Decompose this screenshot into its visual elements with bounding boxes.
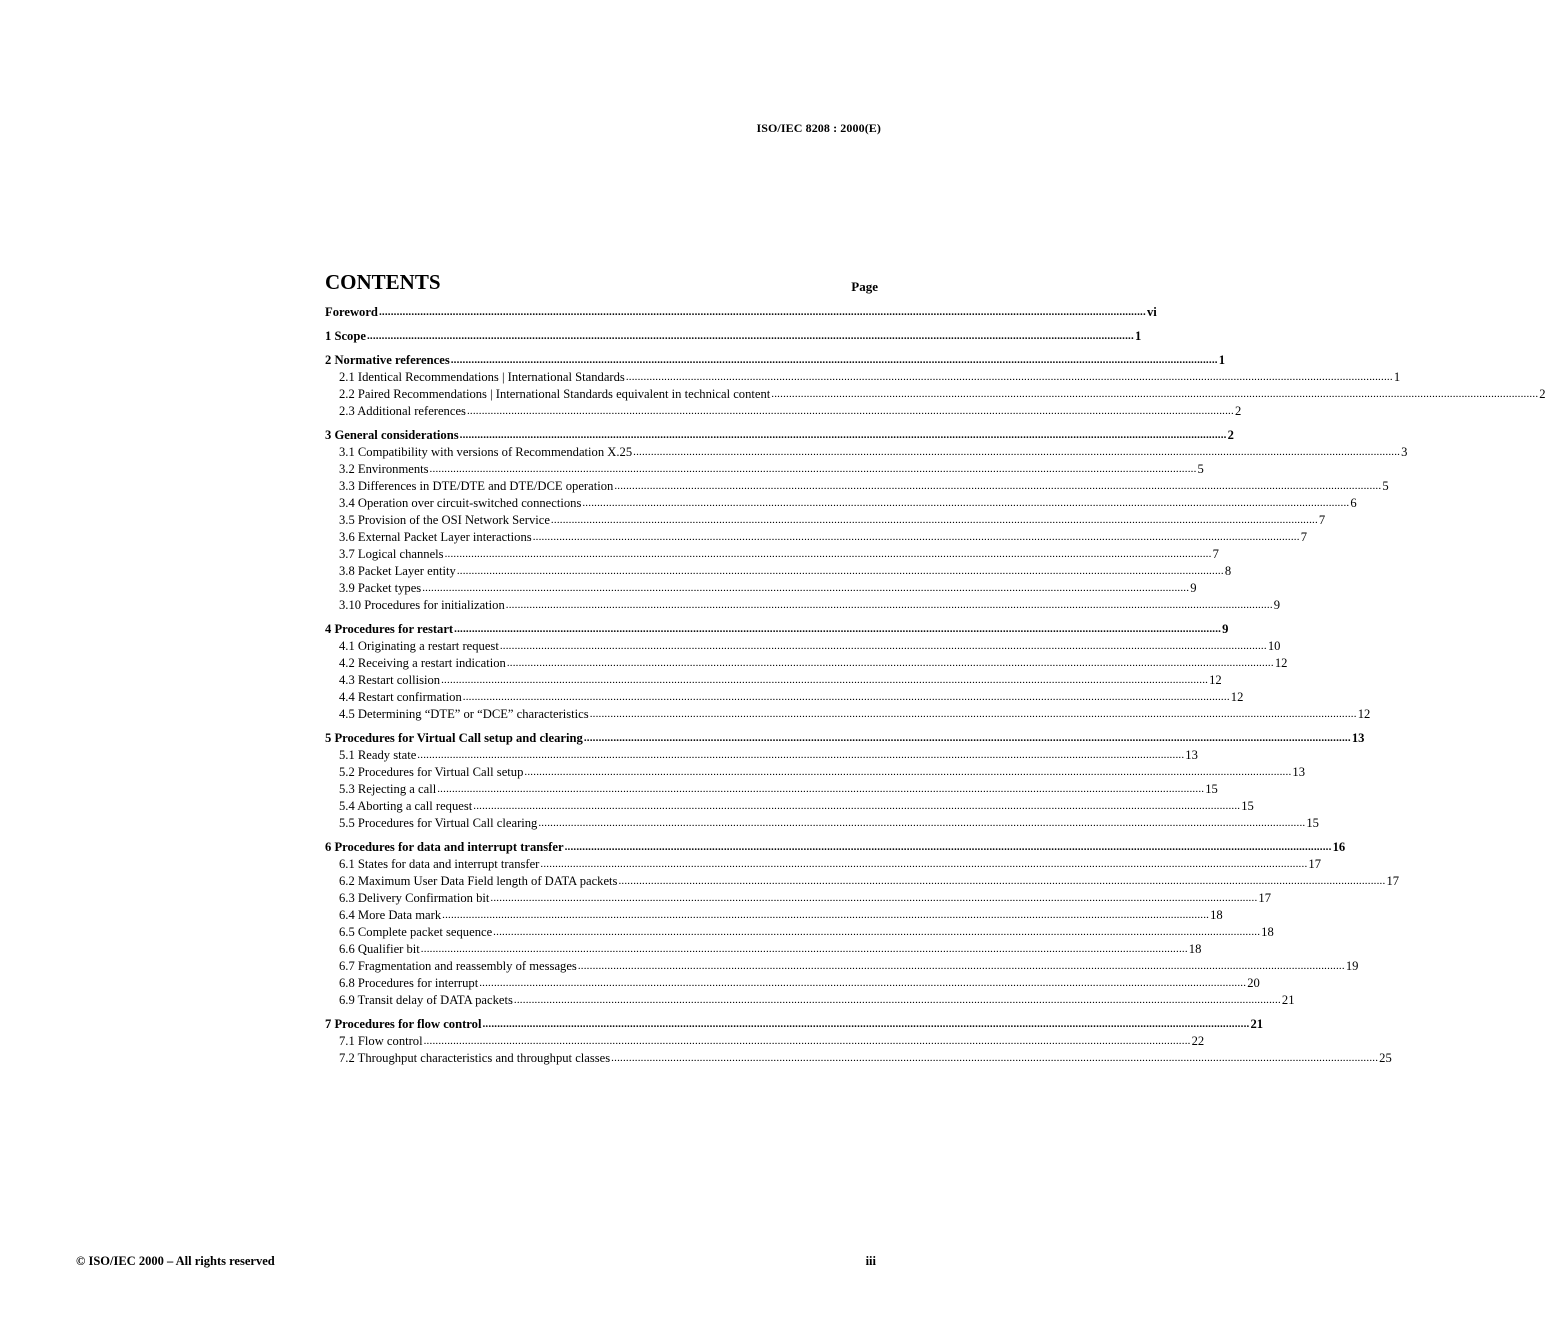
- toc-section-entry[interactable]: [325, 839, 1346, 856]
- toc-entry-title: 5.5 Procedures for Virtual Call clearing: [339, 816, 538, 830]
- toc-entry-title: 5.1 Ready state: [339, 748, 417, 762]
- dot-leader: ....................................................................................................................................................................................................................................................................: [577, 960, 1345, 972]
- toc-entry-title: 1 Scope: [325, 329, 366, 343]
- toc-subsection-entry[interactable]: [325, 907, 1223, 924]
- toc-entry-title: 6.9 Transit delay of DATA packets: [339, 993, 513, 1007]
- toc-section-entry[interactable]: [325, 1016, 1264, 1033]
- toc-section-entry[interactable]: [325, 304, 1157, 321]
- dot-leader: ....................................................................................................................................................................................................................................................................: [423, 1035, 1191, 1047]
- dot-leader: ....................................................................................................................................................................................................................................................................: [771, 388, 1539, 400]
- dot-leader: ....................................................................................................................................................................................................................................................................: [454, 623, 1222, 635]
- toc-entry-title: 6.3 Delivery Confirmation bit: [339, 891, 490, 905]
- dot-leader: ....................................................................................................................................................................................................................................................................: [366, 330, 1134, 342]
- toc-subsection-entry[interactable]: [325, 798, 1254, 815]
- toc-entry-title: 4.1 Originating a restart request: [339, 639, 499, 653]
- toc-entry-page: 10: [1267, 639, 1281, 653]
- toc-entry-page: 12: [1230, 690, 1244, 704]
- toc-entry-title: 4 Procedures for restart: [325, 622, 454, 636]
- toc-entry-title: 4.3 Restart collision: [339, 673, 441, 687]
- toc-entry-title: 2.2 Paired Recommendations | International Standards equivalent in technical content: [339, 387, 771, 401]
- toc-entry-page: 25: [1379, 1051, 1392, 1065]
- toc-entries: [325, 304, 1546, 1067]
- dot-leader: ....................................................................................................................................................................................................................................................................: [618, 875, 1386, 887]
- toc-entry-page: 12: [1209, 673, 1222, 687]
- dot-leader: ....................................................................................................................................................................................................................................................................: [420, 943, 1188, 955]
- toc-entry-page: 19: [1345, 959, 1359, 973]
- toc-subsection-entry[interactable]: [325, 655, 1288, 672]
- dot-leader: ....................................................................................................................................................................................................................................................................: [583, 732, 1351, 744]
- toc-entry-title: 6 Procedures for data and interrupt transfer: [325, 840, 564, 854]
- toc-entry-title: 2 Normative references: [325, 353, 450, 367]
- dot-leader: ....................................................................................................................................................................................................................................................................: [611, 1052, 1379, 1064]
- toc-entry-page: 5: [1197, 462, 1204, 476]
- toc-subsection-entry[interactable]: [325, 873, 1400, 890]
- toc-entry-page: 17: [1308, 857, 1321, 871]
- toc-entry-page: 13: [1292, 765, 1305, 779]
- toc-subsection-entry[interactable]: [325, 941, 1202, 958]
- dot-leader: ....................................................................................................................................................................................................................................................................: [532, 531, 1300, 543]
- toc-subsection-entry[interactable]: [325, 924, 1274, 941]
- dot-leader: ....................................................................................................................................................................................................................................................................: [429, 463, 1197, 475]
- toc-entry-page: 6: [1350, 496, 1357, 510]
- toc-entry-page: 12: [1357, 707, 1371, 721]
- toc-entry-title: 4.4 Restart confirmation: [339, 690, 462, 704]
- toc-section: [325, 621, 1371, 723]
- dot-leader: ....................................................................................................................................................................................................................................................................: [513, 994, 1281, 1006]
- toc-entry-title: 6.2 Maximum User Data Field length of DATA packets: [339, 874, 618, 888]
- toc-section: [325, 730, 1365, 832]
- toc-entry-page: 2: [1227, 428, 1234, 442]
- toc-entry-title: 3.8 Packet Layer entity: [339, 564, 456, 578]
- dot-leader: ....................................................................................................................................................................................................................................................................: [589, 708, 1357, 720]
- toc-entry-page: 7: [1212, 547, 1219, 561]
- toc-entry-page: 12: [1274, 656, 1288, 670]
- toc-entry-title: 3.2 Environments: [339, 462, 429, 476]
- dot-leader: ....................................................................................................................................................................................................................................................................: [538, 817, 1306, 829]
- toc-entry-title: 3.7 Logical channels: [339, 547, 444, 561]
- toc-entry-page: 20: [1247, 976, 1260, 990]
- toc-entry-page: 7: [1318, 513, 1326, 527]
- toc-entry-page: 16: [1332, 840, 1346, 854]
- toc-entry-title: 6.5 Complete packet sequence: [339, 925, 493, 939]
- dot-leader: ....................................................................................................................................................................................................................................................................: [462, 691, 1230, 703]
- toc-entry-page: 21: [1250, 1017, 1264, 1031]
- toc-subsection-entry[interactable]: [325, 512, 1326, 529]
- dot-leader: ....................................................................................................................................................................................................................................................................: [582, 497, 1350, 509]
- toc-entry-page: 13: [1351, 731, 1365, 745]
- toc-entry-title: 6.4 More Data mark: [339, 908, 442, 922]
- toc-entry-title: 3.4 Operation over circuit-switched connections: [339, 496, 582, 510]
- toc-title: CONTENTS: [325, 270, 441, 294]
- toc-entry-title: 3 General considerations: [325, 428, 459, 442]
- toc-page-column-label: Page: [851, 279, 878, 294]
- dot-leader: ....................................................................................................................................................................................................................................................................: [550, 514, 1318, 526]
- toc-subsection-entry[interactable]: [325, 706, 1371, 723]
- toc-subsection-entry[interactable]: [325, 1050, 1392, 1067]
- toc-subsection-entry[interactable]: [325, 975, 1260, 992]
- toc-subsection-entry[interactable]: [325, 461, 1204, 478]
- dot-leader: ....................................................................................................................................................................................................................................................................: [482, 1018, 1250, 1030]
- toc-entry-page: 21: [1281, 993, 1295, 1007]
- dot-leader: ....................................................................................................................................................................................................................................................................: [459, 429, 1227, 441]
- toc-subsection-entry[interactable]: [325, 747, 1198, 764]
- toc-subsection-entry[interactable]: [325, 495, 1357, 512]
- toc-entry-page: 2: [1234, 404, 1242, 418]
- toc-section-entry[interactable]: [325, 621, 1229, 638]
- dot-leader: ....................................................................................................................................................................................................................................................................: [479, 977, 1247, 989]
- toc-entry-page: 15: [1205, 782, 1218, 796]
- toc-entry-page: 8: [1224, 564, 1232, 578]
- toc-subsection-entry[interactable]: [325, 764, 1305, 781]
- dot-leader: ....................................................................................................................................................................................................................................................................: [524, 766, 1292, 778]
- dot-leader: ....................................................................................................................................................................................................................................................................: [466, 405, 1234, 417]
- toc-entry-page: 17: [1386, 874, 1400, 888]
- toc-subsection-entry[interactable]: [325, 563, 1232, 580]
- dot-leader: ....................................................................................................................................................................................................................................................................: [614, 480, 1382, 492]
- toc-entry-page: 7: [1300, 530, 1307, 544]
- toc-entry-page: 18: [1210, 908, 1223, 922]
- toc-entry-title: 7.1 Flow control: [339, 1034, 423, 1048]
- toc-entry-page: 3: [1401, 445, 1408, 459]
- toc-entry-page: 1: [1393, 370, 1401, 384]
- toc-entry-title: 5 Procedures for Virtual Call setup and clearing: [325, 731, 583, 745]
- toc-subsection-entry[interactable]: [325, 856, 1321, 873]
- toc-subsection-entry[interactable]: [325, 369, 1401, 386]
- toc-subsection-entry[interactable]: [325, 815, 1319, 832]
- toc-subsection-entry[interactable]: [325, 386, 1546, 403]
- toc-subsection-entry[interactable]: [325, 672, 1222, 689]
- toc-entry-title: 7.2 Throughput characteristics and throughput classes: [339, 1051, 611, 1065]
- page-number: iii: [865, 1254, 876, 1268]
- dot-leader: ....................................................................................................................................................................................................................................................................: [450, 354, 1218, 366]
- toc-entry-page: 15: [1241, 799, 1254, 813]
- toc-entry-title: Foreword: [325, 305, 378, 319]
- toc-entry-page: vi: [1146, 305, 1157, 319]
- toc-section: [325, 427, 1408, 614]
- dot-leader: ....................................................................................................................................................................................................................................................................: [378, 306, 1146, 318]
- toc-entry-title: 6.1 States for data and interrupt transfer: [339, 857, 540, 871]
- toc-subsection-entry[interactable]: [325, 580, 1197, 597]
- toc-entry-page: 13: [1185, 748, 1198, 762]
- toc-section: [325, 839, 1400, 1009]
- toc-subsection-entry[interactable]: [325, 403, 1242, 420]
- toc-entry-title: 2.3 Additional references: [339, 404, 466, 418]
- toc-entry-title: 3.1 Compatibility with versions of Recommendation X.25: [339, 445, 633, 459]
- toc-section-entry[interactable]: [325, 427, 1234, 444]
- toc-subsection-entry[interactable]: [325, 689, 1244, 706]
- toc-entry-title: 3.9 Packet types: [339, 581, 422, 595]
- toc-section-entry[interactable]: [325, 352, 1226, 369]
- toc-entry-title: 2.1 Identical Recommendations | International Standards: [339, 370, 625, 384]
- toc-entry-title: 3.6 External Packet Layer interactions: [339, 530, 532, 544]
- toc-entry-title: 4.5 Determining “DTE” or “DCE” characteristics: [339, 707, 589, 721]
- toc-subsection-entry[interactable]: [325, 781, 1218, 798]
- toc-entry-title: 5.4 Aborting a call request: [339, 799, 473, 813]
- toc-entry-page: 18: [1188, 942, 1202, 956]
- dot-leader: ....................................................................................................................................................................................................................................................................: [444, 548, 1212, 560]
- toc-subsection-entry[interactable]: [325, 478, 1389, 495]
- toc-subsection-entry[interactable]: [325, 546, 1219, 563]
- toc-entry-page: 18: [1261, 925, 1274, 939]
- dot-leader: ....................................................................................................................................................................................................................................................................: [490, 892, 1258, 904]
- toc-entry-title: 4.2 Receiving a restart indication: [339, 656, 506, 670]
- toc-entry-page: 9: [1222, 622, 1229, 636]
- dot-leader: ....................................................................................................................................................................................................................................................................: [540, 858, 1308, 870]
- toc-entry-page: 5: [1382, 479, 1389, 493]
- copyright-notice: © ISO/IEC 2000 – All rights reserved: [76, 1254, 275, 1268]
- toc-subsection-entry[interactable]: [325, 1033, 1205, 1050]
- toc-entry-page: 17: [1258, 891, 1271, 905]
- toc-section: [325, 328, 1142, 345]
- toc-entry-page: 9: [1273, 598, 1281, 612]
- dot-leader: ....................................................................................................................................................................................................................................................................: [437, 783, 1205, 795]
- toc-entry-page: 2: [1539, 387, 1546, 401]
- dot-leader: ....................................................................................................................................................................................................................................................................: [493, 926, 1261, 938]
- dot-leader: ....................................................................................................................................................................................................................................................................: [499, 640, 1267, 652]
- toc-entry-page: 15: [1306, 816, 1319, 830]
- toc-subsection-entry[interactable]: [325, 444, 1408, 461]
- toc-section-entry[interactable]: [325, 730, 1365, 747]
- dot-leader: ....................................................................................................................................................................................................................................................................: [505, 599, 1273, 611]
- document-id: ISO/IEC 8208 : 2000(E): [756, 121, 881, 135]
- dot-leader: ....................................................................................................................................................................................................................................................................: [417, 749, 1185, 761]
- toc-subsection-entry[interactable]: [325, 958, 1359, 975]
- toc-entry-title: 3.5 Provision of the OSI Network Service: [339, 513, 550, 527]
- dot-leader: ....................................................................................................................................................................................................................................................................: [564, 841, 1332, 853]
- dot-leader: ....................................................................................................................................................................................................................................................................: [633, 446, 1401, 458]
- dot-leader: ....................................................................................................................................................................................................................................................................: [473, 800, 1241, 812]
- toc-entry-title: 5.2 Procedures for Virtual Call setup: [339, 765, 524, 779]
- table-of-contents: [325, 270, 1546, 1074]
- toc-subsection-entry[interactable]: [325, 890, 1271, 907]
- toc-entry-title: 7 Procedures for flow control: [325, 1017, 482, 1031]
- dot-leader: ....................................................................................................................................................................................................................................................................: [456, 565, 1224, 577]
- toc-entry-title: 3.10 Procedures for initialization: [339, 598, 505, 612]
- toc-entry-title: 3.3 Differences in DTE/DTE and DTE/DCE operation: [339, 479, 614, 493]
- toc-entry-title: 6.8 Procedures for interrupt: [339, 976, 479, 990]
- toc-section-entry[interactable]: [325, 328, 1142, 345]
- dot-leader: ....................................................................................................................................................................................................................................................................: [625, 371, 1393, 383]
- dot-leader: ....................................................................................................................................................................................................................................................................: [442, 909, 1210, 921]
- toc-entry-title: 6.6 Qualifier bit: [339, 942, 420, 956]
- dot-leader: ....................................................................................................................................................................................................................................................................: [422, 582, 1190, 594]
- toc-subsection-entry[interactable]: [325, 992, 1295, 1009]
- toc-entry-page: 1: [1134, 329, 1142, 343]
- toc-entry-page: 22: [1191, 1034, 1205, 1048]
- toc-section: [325, 352, 1546, 420]
- toc-header: [325, 270, 878, 302]
- dot-leader: ....................................................................................................................................................................................................................................................................: [506, 657, 1274, 669]
- toc-entry-title: 5.3 Rejecting a call: [339, 782, 437, 796]
- toc-subsection-entry[interactable]: [325, 529, 1307, 546]
- toc-subsection-entry[interactable]: [325, 597, 1281, 614]
- dot-leader: ....................................................................................................................................................................................................................................................................: [441, 674, 1209, 686]
- toc-entry-title: 6.7 Fragmentation and reassembly of messages: [339, 959, 577, 973]
- toc-subsection-entry[interactable]: [325, 638, 1281, 655]
- toc-entry-page: 1: [1218, 353, 1226, 367]
- toc-section: [325, 1016, 1392, 1067]
- toc-section: [325, 304, 1157, 321]
- toc-entry-page: 9: [1190, 581, 1197, 595]
